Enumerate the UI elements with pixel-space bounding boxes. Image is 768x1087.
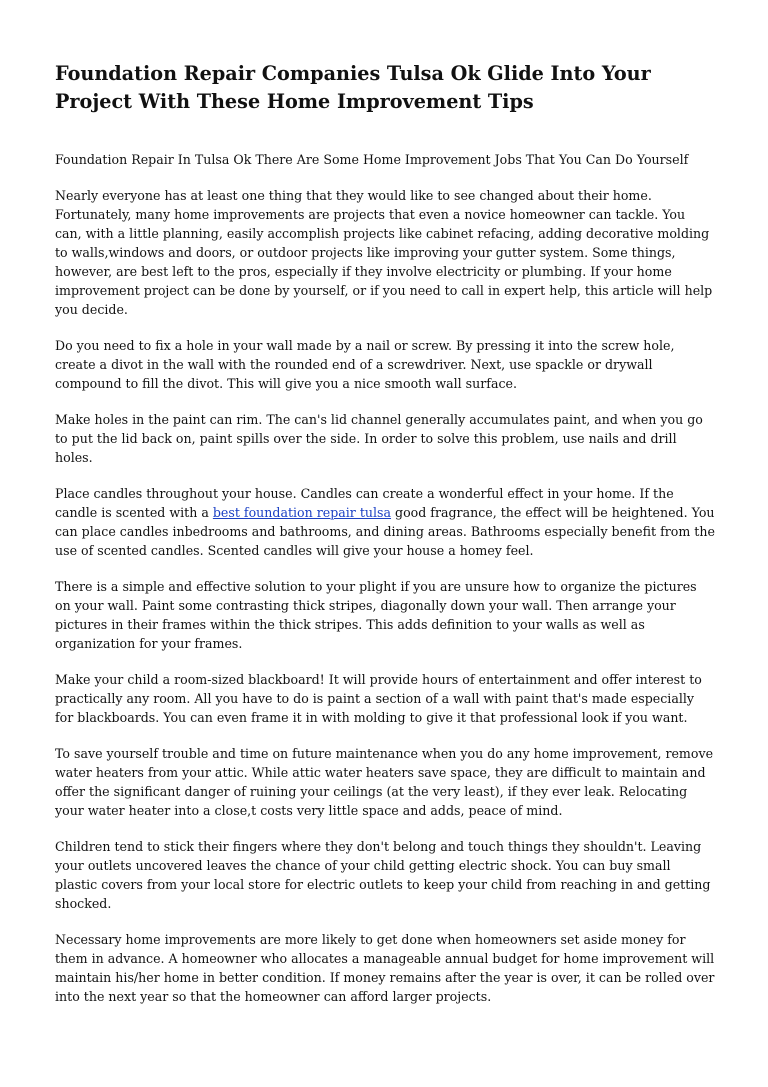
subtitle: Foundation Repair In Tulsa Ok There Are Some Home Improvement Jobs That You Can Do Yourself [55,152,689,167]
paragraph-6: Make your child a room-sized blackboard! It will provide hours of entertainment and offer interest to practically any room. All you have to do is paint a section of a wall with paint that's made especially for blackboards. You can even frame it in with molding to give it that professional look if you want. [55,672,702,725]
paragraph-2: Do you need to fix a hole in your wall made by a nail or screw. By pressing it into the screw hole, create a divot in the wall with the rounded end of a screwdriver. Next, use spackle or drywall compound to fill the divot. This will give you a nice smooth wall surface. [55,338,675,391]
paragraph-1: Nearly everyone has at least one thing that they would like to see changed about their home. Fortunately, many home improvements are projects that even a novice homeowner can tackle. You can, with a little planning, easily accomplish projects like cabinet refacing, adding decorative molding to walls,windows and doors, or outdoor projects like improving your gutter system. Some things, however, are best left to the pros, especially if they involve electricity or plumbing. If your home improvement project can be done by yourself, or if you need to call in expert help, this article will help you decide. [55,188,713,317]
paragraph-9: Necessary home improvements are more likely to get done when homeowners set aside money for them in advance. A homeowner who allocates a manageable annual budget for home improvement will maintain his/her home in better condition. If money remains after the year is over, it can be rolled over into the next year so that the homeowner can afford larger projects. [55,932,715,1004]
paragraph-4-text-before: Place candles throughout your house. Candles can create a wonderful effect in your home. If the candle is scented with a [55,486,674,520]
paragraph-4 [55,484,715,560]
document-page [55,60,715,1023]
foundation-repair-link[interactable]: best foundation repair tulsa [212,505,392,520]
paragraph-7: To save yourself trouble and time on future maintenance when you do any home improvement, remove water heaters from your attic. While attic water heaters save space, they are difficult to maintain and offer the significant danger of ruining your ceilings (at the very least), if they ever leak. Relocating your water heater into a close,t costs very little space and adds, peace of mind. [55,746,714,818]
paragraph-3: Make holes in the paint can rim. The can's lid channel generally accumulates paint, and when you go to put the lid back on, paint spills over the side. In order to solve this problem, use nails and drill holes. [55,412,703,465]
paragraph-4-text-after: good fragrance, the effect will be heightened. You can place candles inbedrooms and bathrooms, and dining areas. Bathrooms especially benefit from the use of scented candles. Scented candles will give your house a homey feel. [55,505,715,558]
page-title: Foundation Repair Companies Tulsa Ok Glide Into Your Project With These Home Improvement Tips [55,62,651,113]
paragraph-5: There is a simple and effective solution to your plight if you are unsure how to organize the pictures on your wall. Paint some contrasting thick stripes, diagonally down your wall. Then arrange your pictures in their frames within the thick stripes. This adds definition to your walls as well as organization for your frames. [55,579,697,651]
paragraph-8: Children tend to stick their fingers where they don't belong and touch things they shouldn't. Leaving your outlets uncovered leaves the chance of your child getting electric shock. You can buy small plastic covers from your local store for electric outlets to keep your child from reaching in and getting shocked. [55,839,711,911]
